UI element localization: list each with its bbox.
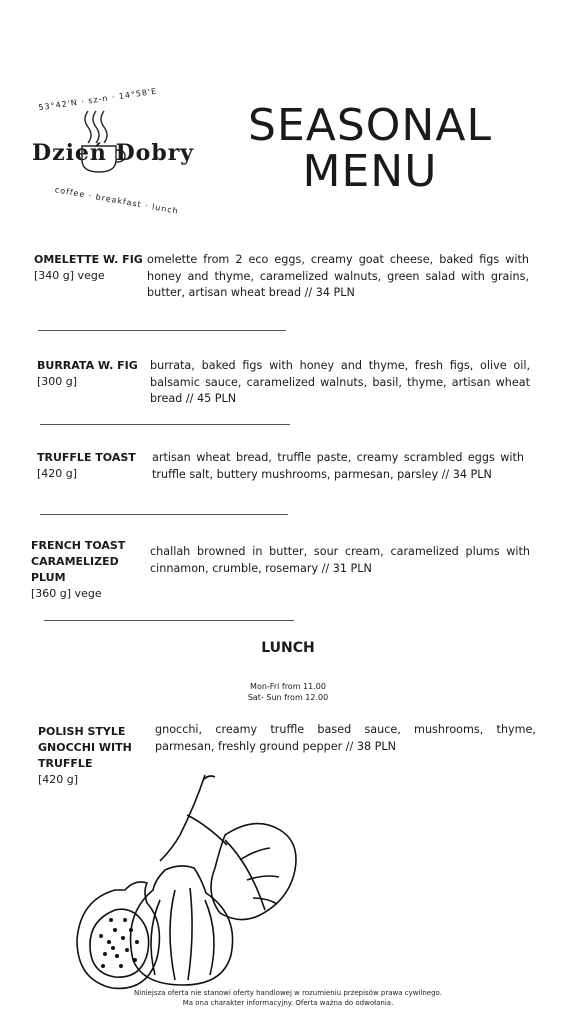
menu-item-description: gnocchi, creamy truffle based sauce, mushrooms, thyme, parmesan, freshly ground pepper // 38 PLN: [155, 723, 536, 753]
menu-item-weight: [420 g]: [38, 773, 79, 786]
menu-item-name-block: [37, 358, 147, 390]
divider: [44, 620, 294, 621]
menu-item-name: GNOCCHI WITH: [38, 741, 132, 754]
menu-item-description: burrata, baked figs with honey and thyme, fresh figs, olive oil, balsamic sauce, caramelized walnuts, basil, thyme, artisan wheat bread // 45 PLN: [150, 359, 530, 405]
disclaimer-line-1: Niniejsza oferta nie stanowi oferty handlowej w rozumieniu przepisów prawa cywilnego.: [134, 989, 442, 997]
disclaimer-line-2: Ma ona charakter informacyjny. Oferta ważna do odwołania.: [182, 999, 394, 1007]
logo-name: Dzień Dobry: [32, 140, 195, 166]
lunch-hours-weekday: Mon-Fri from 11.00: [250, 682, 326, 691]
menu-item-name-block: [34, 252, 144, 284]
legal-disclaimer: [0, 988, 576, 1008]
lunch-heading: LUNCH: [261, 640, 315, 656]
menu-item-name-block: [37, 450, 147, 482]
menu-item-weight: [420 g]: [37, 467, 78, 480]
divider: [40, 424, 290, 425]
title-line-1: SEASONAL: [248, 100, 492, 151]
logo-tagline: coffee · breakfast · lunch: [54, 185, 180, 216]
menu-item-name: POLISH STYLE: [38, 725, 126, 738]
title-line-2: MENU: [302, 146, 438, 197]
menu-item-weight: [300 g]: [37, 375, 78, 388]
divider: [40, 514, 288, 515]
divider: [38, 330, 286, 331]
logo-coordinates: 53°42'N · sz-n · 14°58'E: [37, 86, 158, 113]
menu-item-description: challah browned in butter, sour cream, caramelized plums with cinnamon, crumble, rosemary // 31 PLN: [150, 545, 530, 575]
menu-item-description: omelette from 2 eco eggs, creamy goat cheese, baked figs with honey and thyme, caramelized walnuts, green salad with grains, butter, artisan wheat bread // 34 PLN: [147, 253, 529, 299]
menu-item-name: CARAMELIZED: [31, 555, 119, 568]
fig-illustration: [75, 770, 315, 990]
menu-item-weight: [340 g] vege: [34, 269, 105, 282]
page-title: [225, 100, 515, 197]
menu-item-name: TRUFFLE: [38, 757, 93, 770]
lunch-hours-weekend: Sat- Sun from 12.00: [247, 693, 329, 702]
menu-item-name: PLUM: [31, 571, 66, 584]
fig-icon: [75, 770, 315, 990]
menu-item-weight: [360 g] vege: [31, 587, 102, 600]
menu-item-name: TRUFFLE TOAST: [37, 451, 136, 464]
menu-item-description: artisan wheat bread, truffle paste, creamy scrambled eggs with truffle salt, buttery mushrooms, parmesan, parsley // 34 PLN: [152, 451, 524, 481]
menu-item-name: OMELETTE W. FIG: [34, 253, 143, 266]
menu-item-name-block: [31, 538, 146, 602]
menu-item-name: BURRATA W. FIG: [37, 359, 138, 372]
menu-item-name: FRENCH TOAST: [31, 539, 126, 552]
